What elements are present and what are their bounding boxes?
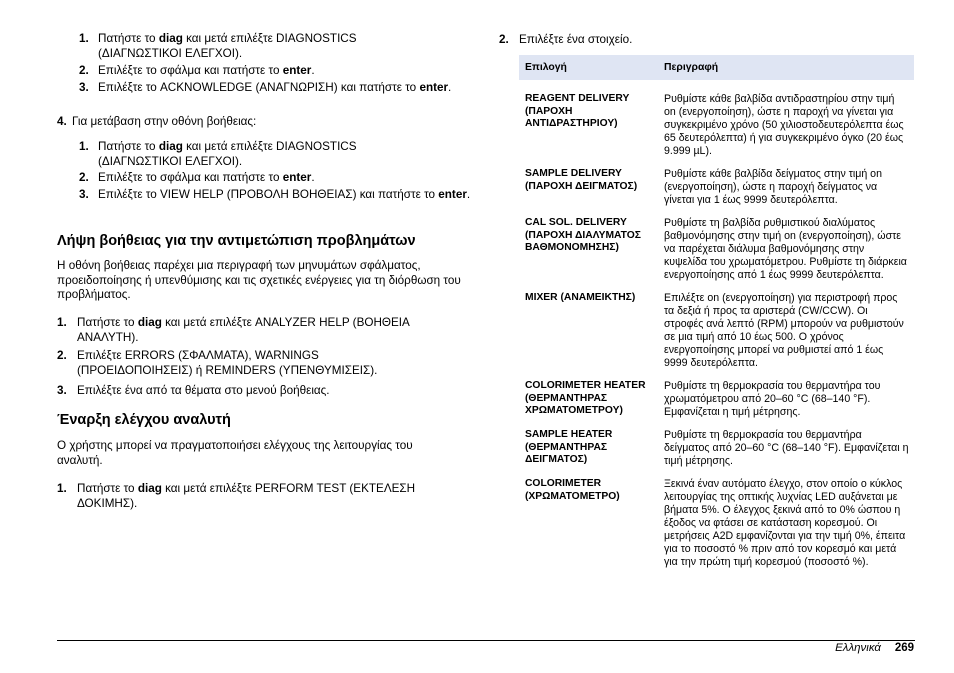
section-heading: Λήψη βοήθειας για την αντιμετώπιση προβλημάτων	[57, 233, 416, 249]
section-intro: Ο χρήστης μπορεί να πραγματοποιήσει ελέγχους της λειτουργίας του αναλυτή.	[57, 439, 413, 467]
step-text: Επιλέξτε ένα στοιχείο.	[519, 33, 633, 46]
table-row	[519, 286, 914, 374]
table-header-row	[519, 55, 914, 80]
step-number: 3.	[57, 384, 67, 397]
page-number: 269	[894, 642, 914, 654]
option-cell: SAMPLE HEATER (ΘΕΡΜΑΝΤΗΡΑΣ ΔΕΙΓΜΑΤΟΣ)	[525, 429, 613, 466]
step-text: Επιλέξτε ένα από τα θέματα στο μενού βοήθειας.	[77, 384, 330, 397]
option-cell: REAGENT DELIVERY (ΠΑΡΟΧΗ ΑΝΤΙΔΡΑΣΤΗΡΙΟΥ)	[525, 93, 630, 130]
step-number: 2.	[79, 171, 89, 184]
description-cell: Ρυθμίστε τη βαλβίδα ρυθμιστικού διαλύματος βαθμονόμησης στην τιμή on (ενεργοποίηση), ώστε να παρέχεται διάλυμα βαθμονόμησης στην κυψελίδα του χρωματόμετρου. Ρυθμίστε τη διάρκεια ενεργοποίησης από 1 έως 9999 δευτερόλεπτα.	[664, 217, 907, 281]
step-text: Για μετάβαση στην οθόνη βοήθειας:	[72, 115, 257, 128]
description-cell: Ξεκινά έναν αυτόματο έλεγχο, στον οποίο ο κύκλος λειτουργίας της οπτικής λυχνίας LED αυξάνεται με βήματα 5%. Ο έλεγχος ξεκινά από το 0% ώσπου η έξοδος να φτάσει σε κατάσταση κορεσμού. Οι μετρήσεις A2D εμφανίζονται για την τιμή 0%, έπειτα για το ποσοστό % πριν από τον κορεσμό και μετά για την πρώτη τιμή κορεσμού (ποσοστό %).	[664, 478, 906, 568]
table-row	[519, 80, 914, 162]
table-row	[519, 374, 914, 423]
section-intro: Η οθόνη βοήθειας παρέχει μια περιγραφή των μηνυμάτων σφάλματος, προειδοποίησης ή υπενθύμισης και τις σχετικές ενέργειες για τη διόρθωση του προβλήματος.	[57, 259, 461, 301]
column-header: Περιγραφή	[658, 55, 914, 80]
option-cell: COLORIMETER (ΧΡΩΜΑΤΟΜΕΤΡΟ)	[525, 478, 620, 502]
step-text: Πατήστε το diag και μετά επιλέξτε DIAGNOSTICS (ΔΙΑΓΝΩΣΤΙΚΟΙ ΕΛΕΓΧΟΙ).	[98, 32, 357, 60]
step-text: Επιλέξτε ERRORS (ΣΦΑΛΜΑΤΑ), WARNINGS (ΠΡΟΕΙΔΟΠΟΙΗΣΕΙΣ) ή REMINDERS (ΥΠΕΝΘΥΜΙΣΕΙΣ).	[77, 349, 378, 377]
option-cell: COLORIMETER HEATER (ΘΕΡΜΑΝΤΗΡΑΣ ΧΡΩΜΑΤΟΜΕΤΡΟΥ)	[525, 380, 646, 417]
step-text: Πατήστε το diag και μετά επιλέξτε PERFORM TEST (ΕΚΤΕΛΕΣΗ ΔΟΚΙΜΗΣ).	[77, 482, 416, 510]
step-text: Πατήστε το diag και μετά επιλέξτε DIAGNOSTICS (ΔΙΑΓΝΩΣΤΙΚΟΙ ΕΛΕΓΧΟΙ).	[98, 140, 357, 168]
step-number: 1.	[79, 140, 89, 153]
step-text: Επιλέξτε το ACKNOWLEDGE (ΑΝΑΓΝΩΡΙΣΗ) και πατήστε το enter.	[98, 81, 452, 94]
options-table	[519, 55, 914, 573]
description-cell: Ρυθμίστε τη θερμοκρασία του θερμαντήρα δείγματος από 20–60 °C (68–140 °F). Εμφανίζεται η τιμή μέτρησης.	[664, 429, 909, 467]
step-text: Επιλέξτε το σφάλμα και πατήστε το enter.	[98, 64, 315, 77]
column-header: Επιλογή	[519, 55, 658, 80]
table-row	[519, 423, 914, 472]
description-cell: Ρυθμίστε κάθε βαλβίδα δείγματος στην τιμή on (ενεργοποίηση), ώστε η παροχή δείγματος να γίνεται για 1 έως 9999 δευτερόλεπτα.	[664, 168, 882, 206]
option-cell: MIXER (ΑΝΑΜΕΙΚΤΗΣ)	[525, 292, 636, 303]
step-number: 2.	[79, 64, 89, 77]
footer-language: Ελληνικά	[835, 642, 881, 654]
step-number: 1.	[57, 482, 67, 495]
step-text: Επιλέξτε το VIEW HELP (ΠΡΟΒΟΛΗ ΒΟΗΘΕΙΑΣ) και πατήστε το enter.	[98, 188, 471, 201]
option-cell: SAMPLE DELIVERY (ΠΑΡΟΧΗ ΔΕΙΓΜΑΤΟΣ)	[525, 168, 638, 192]
description-cell: Επιλέξτε on (ενεργοποίηση) για περιστροφή προς τα δεξιά ή προς τα αριστερά (CW/CCW). Οι στροφές ανά λεπτό (RPM) μπορούν να ρυθμιστούν σε μια τιμή από 10 έως 500. Ο χρόνος ενεργοποίησης μπορεί να ρυθμιστεί από 1 έως 9999 δευτερόλεπτα.	[664, 292, 904, 369]
step-number: 3.	[79, 188, 89, 201]
table-row	[519, 472, 914, 573]
table-row	[519, 211, 914, 286]
step-number: 4.	[57, 115, 67, 128]
step-text: Επιλέξτε το σφάλμα και πατήστε το enter.	[98, 171, 315, 184]
step-number: 3.	[79, 81, 89, 94]
step-number: 1.	[57, 316, 67, 329]
step-number: 1.	[79, 32, 89, 45]
option-cell: CAL SOL. DELIVERY (ΠΑΡΟΧΗ ΔΙΑΛΥΜΑΤΟΣ ΒΑΘΜΟΝΟΜΗΣΗΣ)	[525, 217, 641, 254]
section-heading: Έναρξη ελέγχου αναλυτή	[57, 412, 231, 428]
step-number: 2.	[499, 33, 509, 46]
footer-divider	[57, 640, 915, 641]
description-cell: Ρυθμίστε τη θερμοκρασία του θερμαντήρα του χρωματόμετρου από 20–60 °C (68–140 °F). Εμφανίζεται η τιμή μέτρησης.	[664, 380, 881, 418]
step-text: Πατήστε το diag και μετά επιλέξτε ANALYZER HELP (ΒΟΗΘΕΙΑ ΑΝΑΛΥΤΗ).	[77, 316, 410, 344]
table-row	[519, 162, 914, 211]
step-number: 2.	[57, 349, 67, 362]
description-cell: Ρυθμίστε κάθε βαλβίδα αντιδραστηρίου στην τιμή on (ενεργοποίηση), ώστε η παροχή να γίνεται για συγκεκριμένο χρόνο (50 χιλιοστοδευτερόλεπτα έως 65 δευτερόλεπτα) ή για συγκεκριμένο όγκο (20 έως 9.999 µL).	[664, 93, 904, 157]
